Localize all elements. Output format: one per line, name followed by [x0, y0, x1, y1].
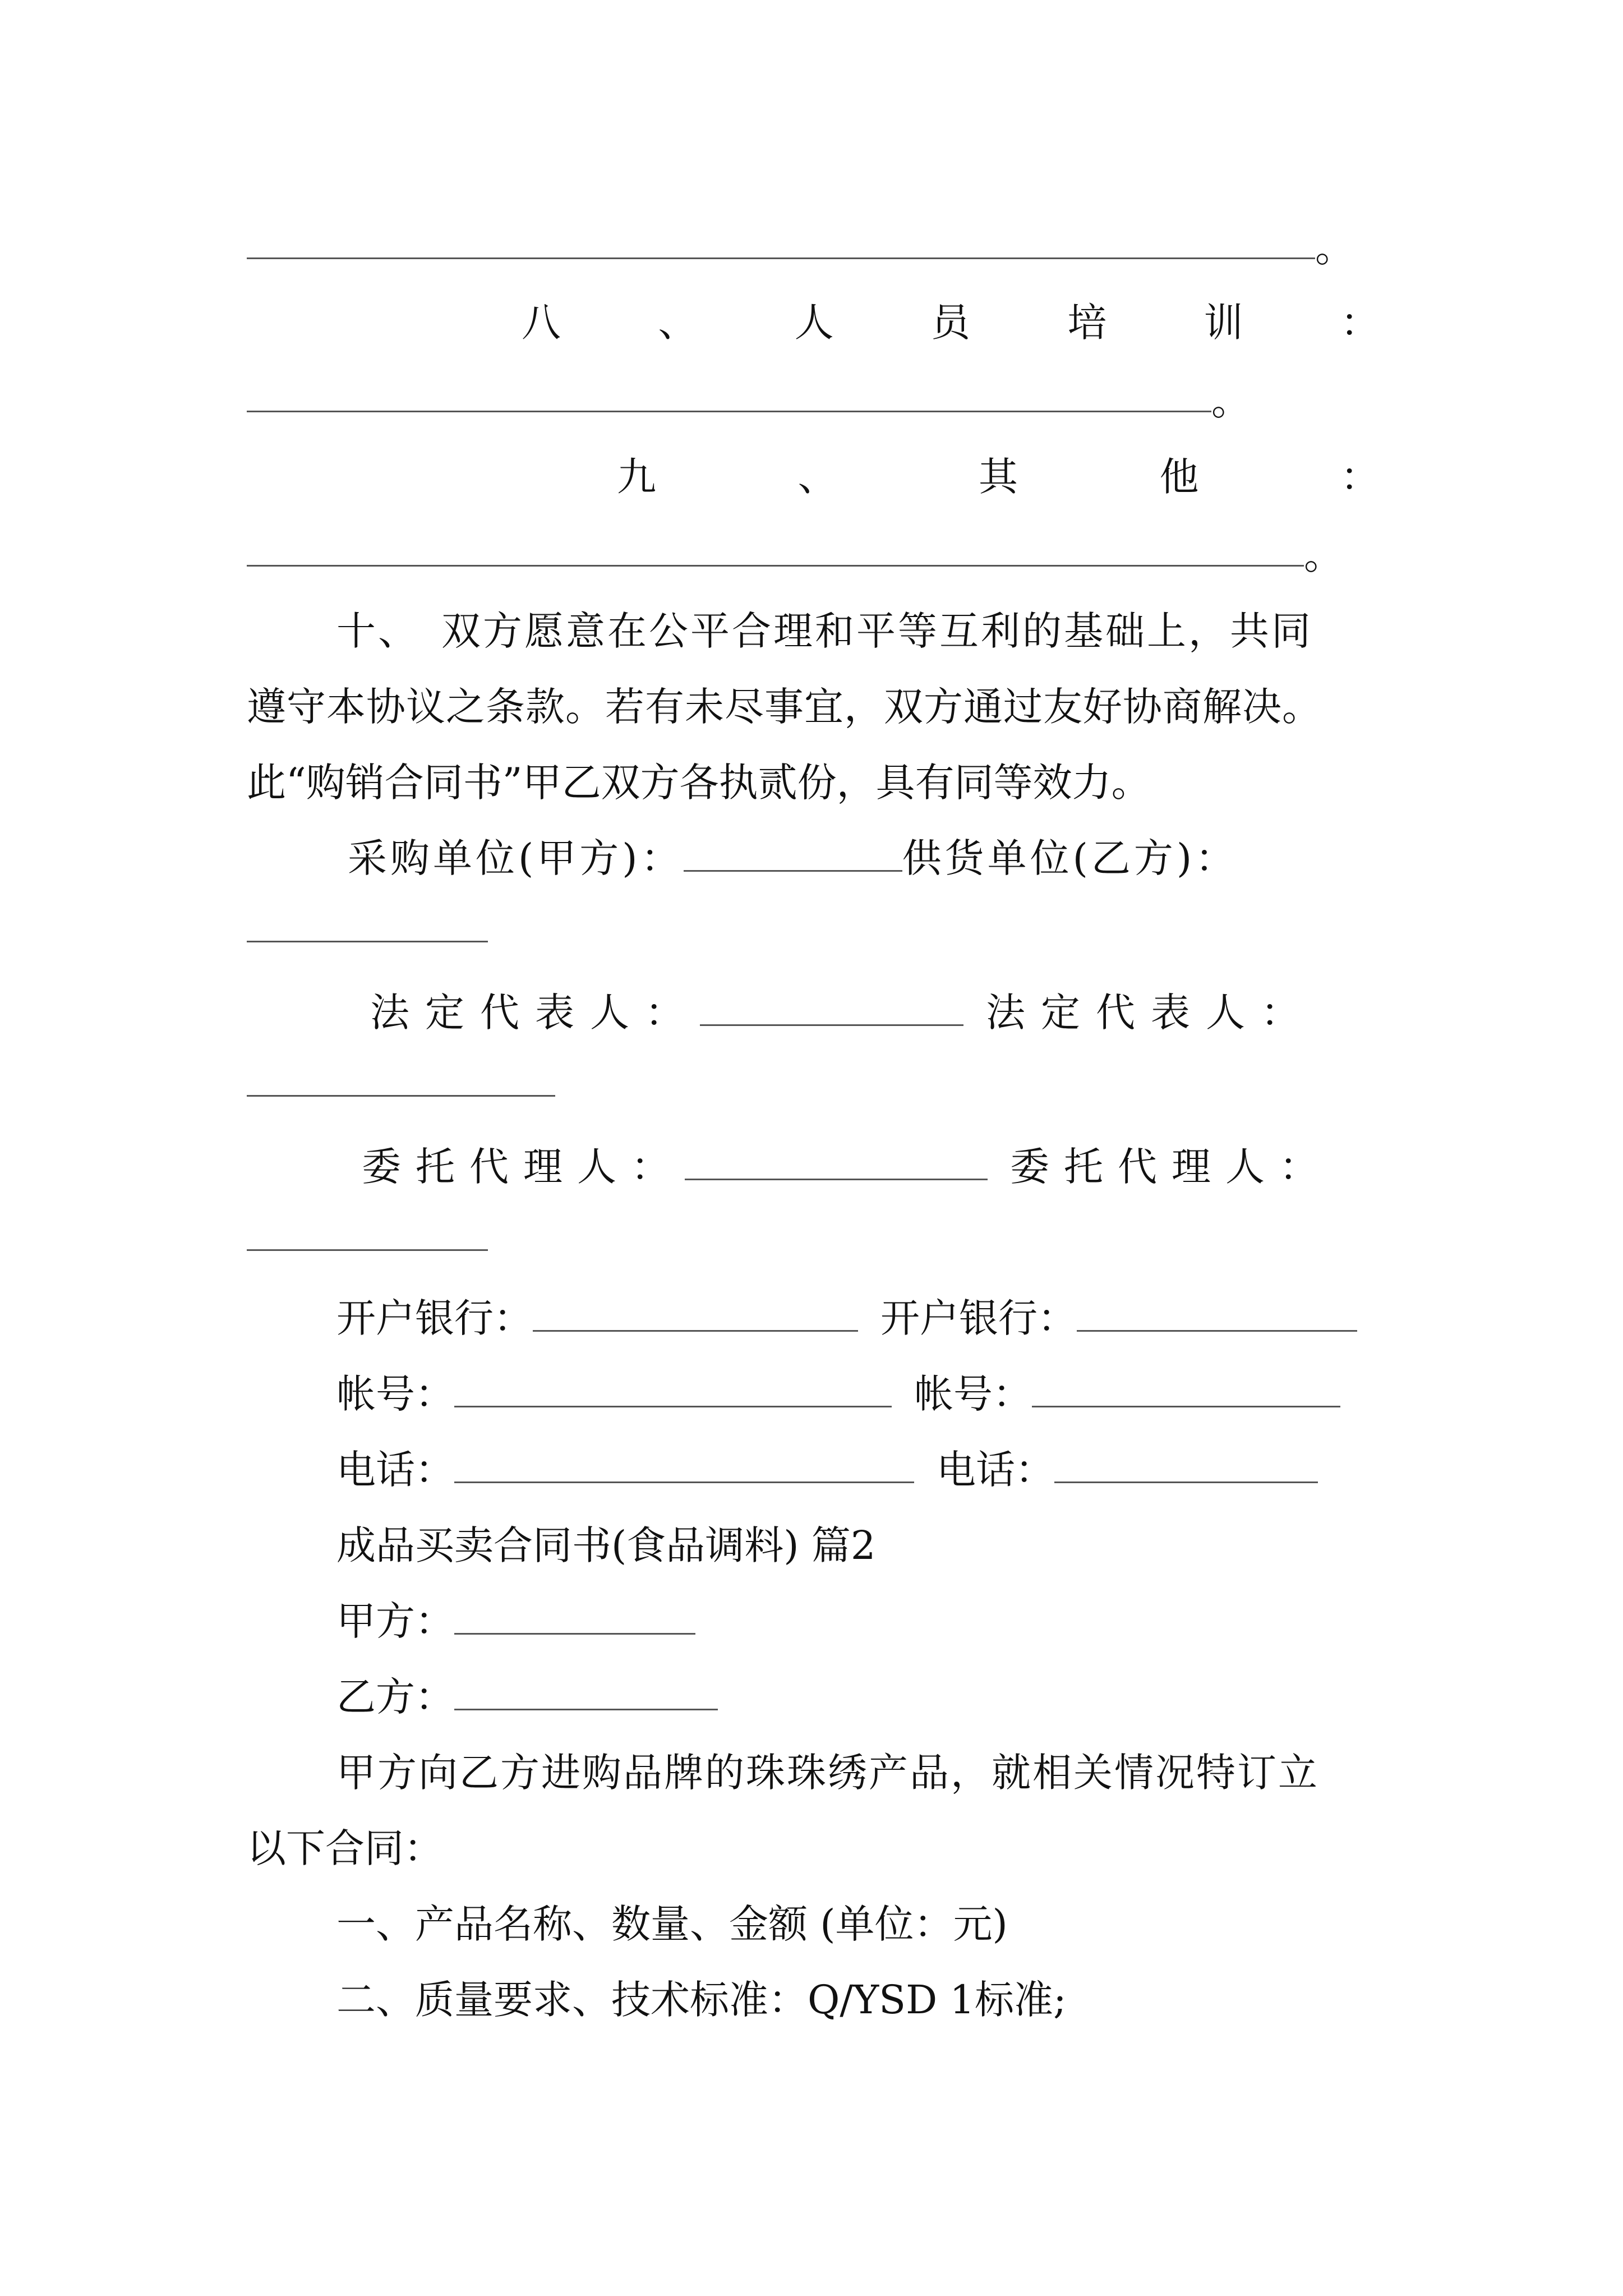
supplier-blank: [247, 918, 488, 942]
party-a-row: [336, 1593, 1385, 1649]
agent-row: [362, 1139, 1385, 1195]
heading-char: 他: [1159, 454, 1199, 500]
bank-blank-a: [533, 1295, 858, 1332]
section-10-line-3: 此“购销合同书”甲乙双方各执贰份，具有同等效力。: [247, 760, 1151, 806]
legal-rep-label-a: 法定代表人：: [370, 990, 700, 1036]
bank-label-a: 开户银行：: [336, 1295, 533, 1341]
buyer-blank: [684, 835, 902, 872]
blank-line-7: [247, 220, 1385, 276]
heading-char: 培: [1067, 300, 1107, 346]
heading-char: 其: [979, 454, 1018, 500]
intro-line-1: 甲方向乙方进购品牌的珠珠绣产品，就相关情况特订立: [336, 1750, 1319, 1796]
supplier-label: 供货单位(乙方)：: [902, 835, 1238, 881]
buyer-label: 采购单位(甲方)：: [348, 835, 684, 881]
account-blank-b: [1032, 1371, 1340, 1407]
agent-label-a: 委托代理人：: [362, 1144, 685, 1190]
item-2: 二、质量要求、技术标准：Q/YSD 1标准;: [336, 1977, 1067, 2023]
legal-rep-row: [370, 984, 1385, 1041]
account-label-a: 帐号：: [336, 1371, 454, 1417]
legal-rep-blank-row: [247, 1057, 1385, 1114]
account-blank-a: [454, 1371, 892, 1407]
legal-rep-blank-b: [247, 1073, 555, 1097]
party-b-blank: [454, 1674, 718, 1710]
underline-blank: [247, 235, 1315, 259]
account-label-b: 帐号：: [914, 1371, 1032, 1417]
blank-line-8: [247, 373, 1385, 429]
agent-label-b: 委托代理人：: [1010, 1144, 1333, 1190]
legal-rep-label-b: 法定代表人：: [986, 990, 1316, 1036]
bank-row: [336, 1290, 1385, 1346]
party-b-label: 乙方：: [336, 1674, 454, 1720]
heading-char: 八: [522, 300, 561, 346]
phone-row: [336, 1442, 1385, 1498]
heading-char: 九: [617, 454, 656, 500]
section-8-heading: [522, 295, 1380, 351]
period-mark: 。: [1211, 378, 1251, 424]
agent-blank-row: [247, 1212, 1385, 1268]
blank-line-9: [247, 527, 1385, 583]
party-a-label: 甲方：: [336, 1598, 454, 1644]
section-10-line-2: 遵守本协议之条款。若有未尽事宜，双方通过友好协商解决。: [247, 684, 1322, 730]
heading-char: ：: [1340, 300, 1380, 346]
underline-blank: [247, 542, 1304, 567]
heading-char: 人: [794, 300, 834, 346]
legal-rep-blank-a: [700, 990, 963, 1026]
supplier-blank-row: [247, 903, 1385, 959]
agent-blank-a: [685, 1144, 988, 1180]
buyer-supplier-row: [348, 830, 1385, 886]
section-10-line-1: 十、 双方愿意在公平合理和平等互利的基础上，共同: [336, 608, 1313, 654]
phone-label-a: 电话：: [336, 1447, 454, 1493]
account-row: [336, 1366, 1385, 1422]
agent-blank-b: [247, 1227, 488, 1251]
heading-char: 训: [1204, 300, 1243, 346]
phone-blank-a: [454, 1447, 914, 1483]
phone-blank-b: [1054, 1447, 1318, 1483]
intro-line-2: 以下合同：: [247, 1825, 443, 1871]
heading-char: 、: [658, 300, 698, 346]
underline-blank: [247, 388, 1211, 412]
contract-2-title: 成品买卖合同书(食品调料) 篇2: [336, 1522, 876, 1568]
bank-blank-b: [1077, 1295, 1357, 1332]
bank-label-b: 开户银行：: [880, 1295, 1077, 1341]
heading-char: ：: [1340, 454, 1380, 500]
period-mark: 。: [1315, 225, 1354, 271]
phone-label-b: 电话：: [937, 1447, 1054, 1493]
period-mark: 。: [1304, 532, 1343, 578]
party-b-row: [336, 1669, 1385, 1725]
heading-char: 员: [930, 300, 970, 346]
heading-char: 、: [797, 454, 837, 500]
item-1: 一、产品名称、数量、金额 (单位：元): [336, 1901, 1008, 1947]
party-a-blank: [454, 1598, 695, 1635]
section-9-heading: [617, 449, 1380, 505]
